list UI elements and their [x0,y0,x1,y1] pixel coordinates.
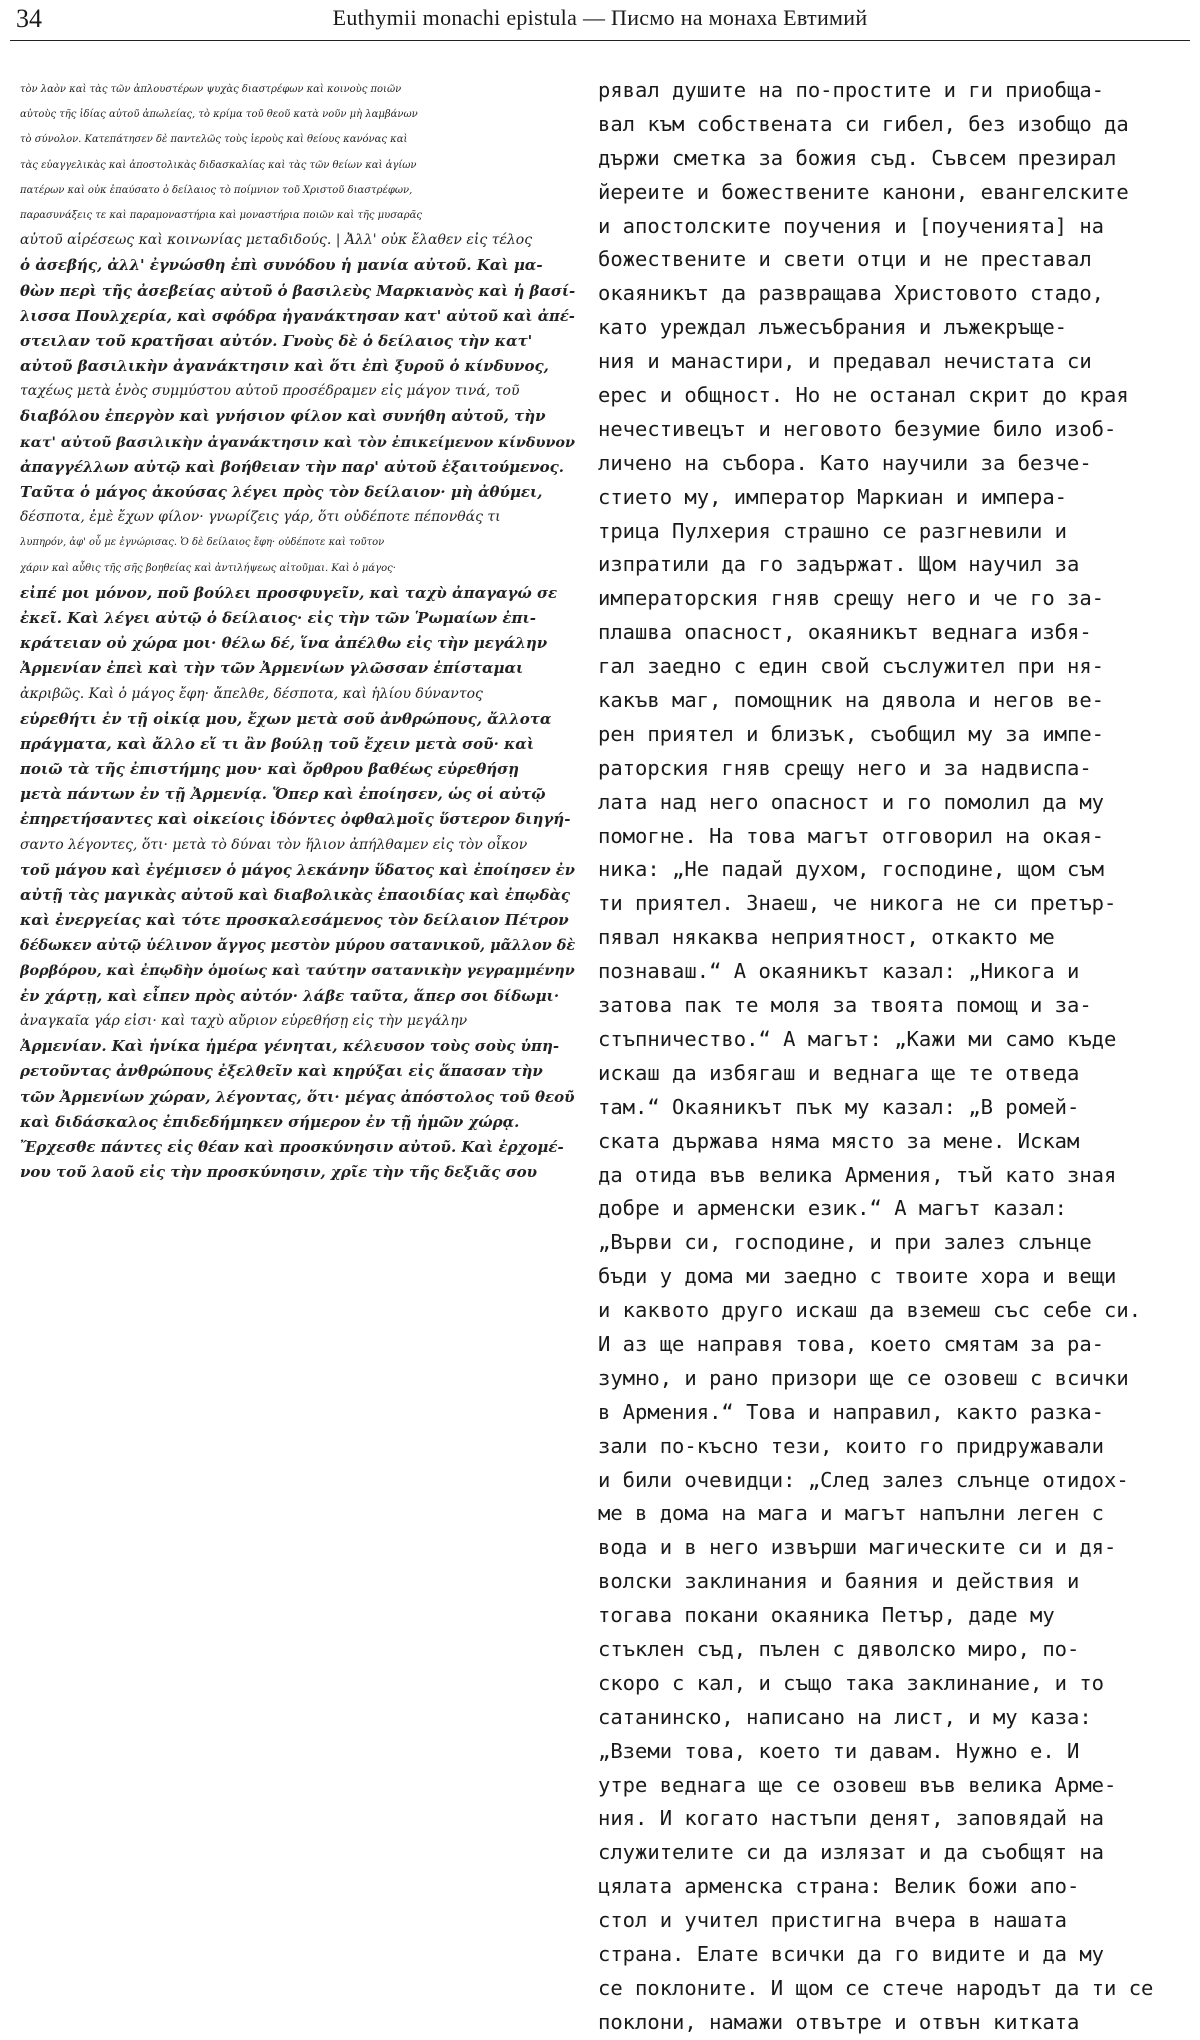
greek-text-line: ἐκεῖ. Καὶ λέγει αὐτῷ ὁ δείλαιος· εἰς τὴν τῶν Ῥωμαίων ἐπι- [20,608,537,627]
bulgarian-text-line: цялата арменска страна: Велик божи апо- [598,1874,1080,1899]
bulgarian-text-line: скоро с кал, и също така заклинание, и то [598,1670,1105,1695]
running-title: Euthymii monachi epistula — Писмо на монаха Евтимий [332,5,868,30]
greek-text-line: καὶ ἐνεργείας καὶ τότε προσκαλεσάμενος τὸν δείλαιον Πέτρον [20,911,569,930]
greek-text-line: πατέρων καὶ οὐκ ἐπαύσατο ὁ δείλαιος τὸ ποίμνιον τοῦ Χριστοῦ διαστρέφων, [20,184,413,196]
greek-text-line: λισσα Πουλχερία, καὶ σφόδρα ἠγανάκτησαν κατ' αὐτοῦ καὶ ἀπέ- [20,307,575,325]
bulgarian-text-line: служителите си да излязат и да съобщят на [598,1840,1105,1865]
greek-text-line: αὐτῇ τὰς μαγικὰς αὐτοῦ καὶ διαβολικὰς ἐπαοιδίας καὶ ἐπῳδὰς [20,886,571,904]
bulgarian-text-line: плашва опасност, окаяникът веднага избя- [598,620,1092,645]
bulgarian-text-line: стието му, император Маркиан и импера- [598,484,1067,509]
greek-text-line: κατ' αὐτοῦ βασιλικὴν ἀγανάκτησιν καὶ τὸν ἐπικείμενον κίνδυνον [20,433,575,451]
bulgarian-text-line: страна. Елате всички да го видите и да му [598,1941,1105,1966]
bulgarian-text-line: ния и манастири, и предавал нечистата си [598,349,1092,374]
bulgarian-text-line: И аз ще направя това, което смятам за ра- [598,1331,1105,1356]
greek-text-line: αὐτοῦ βασιλικὴν ἀγανάκτησιν καὶ ὅτι ἐπὶ ξυροῦ ὁ κίνδυνος, [20,357,549,376]
bulgarian-text-line: вал към собствената си гибел, без изобщо да [598,111,1129,136]
greek-text-line: ἀναγκαῖα γάρ εἰσι· καὶ ταχὺ αὔριον εὑρεθήσῃ εἰς τὴν μεγάλην [20,1012,468,1029]
greek-text-line: κράτειαν οὐ χώρα μοι· θέλω δέ, ἵνα ἀπέλθω εἰς τὴν μεγάλην [20,634,548,653]
bulgarian-text-line: и апостолските поучения и [поученията] на [598,213,1105,238]
greek-text-line: τὸν λαὸν καὶ τὰς τῶν ἀπλουστέρων ψυχὰς διαστρέφων καὶ κοινοὺς ποιῶν [20,84,402,95]
greek-text-line: λυπηρόν, ἀφ' οὗ με ἐγνώρισας. Ὁ δὲ δείλαιος ἔφη· οὐδέποτε καὶ τοῦτον [20,537,385,549]
bulgarian-text-line: ме в дома на мага и магът напълни леген с [598,1501,1105,1526]
bulgarian-text-line: добре и арменски език.“ А магът казал: [598,1196,1067,1221]
bulgarian-text-line: нечестивецът и неговото безумие било изоб- [598,416,1117,441]
bulgarian-text-line: божествените и свети отци и не преставал [598,247,1092,272]
greek-text-line: παρασυνάξεις τε καὶ παραμοναστήρια καὶ μοναστήρια ποιῶν καὶ τῆς μυσαρᾶς [20,209,423,221]
bulgarian-text-line: личено на събора. Като научили за безче- [598,450,1092,475]
bulgarian-text-line: и били очевидци: „След залез слънце отидох- [598,1467,1129,1492]
bulgarian-text-line: и каквото друго искаш да вземеш със себе си. [598,1298,1142,1323]
bulgarian-text-line: рявал душите на по-простите и ги приобща- [598,78,1105,102]
greek-text-line: αὐτοὺς τῆς ἰδίας αὐτοῦ ἀπωλείας, τὸ κρίμα τοῦ θεοῦ κατὰ νοῦν μὴ λαμβάνων [20,109,418,121]
greek-text-line: καὶ διδάσκαλος ἐπιδεδήμηκεν σήμερον ἐν τῇ ἡμῶν χώρᾳ. [20,1112,520,1131]
greek-text-line: σαντο λέγοντες, ὅτι· μετὰ τὸ δύναι τὸν ἥλιον ἀπήλθαμεν εἰς τὸν οἶκον [20,836,528,853]
greek-text-line: δέσποτα, ἐμὲ ἔχων φίλον· γνωρίζεις γάρ, ὅτι οὐδέποτε πέπονθάς τι [20,509,501,526]
greek-text-line: τὰς εὐαγγελικὰς καὶ ἀποστολικὰς διδασκαλίας καὶ τὰς τῶν θείων καὶ ἁγίων [20,159,417,171]
bulgarian-translation-column [598,74,1190,2040]
bulgarian-text-line: утре веднага ще се озовеш във велика Арме- [598,1772,1117,1797]
greek-text-line: τῶν Ἀρμενίων χώραν, λέγοντας, ὅτι· μέγας ἀπόστολος τοῦ θεοῦ [20,1087,575,1106]
bulgarian-text-line: бъди у дома ми заедно с твоите хора и вещи [598,1264,1117,1289]
greek-text-line: πράγματα, καὶ ἄλλο εἴ τι ἂν βούλῃ τοῦ ἔχειν μετὰ σοῦ· καὶ [20,734,535,753]
greek-text-line: αὐτοῦ αἱρέσεως καὶ κοινωνίας μεταδιδούς. | Ἀλλ' οὐκ ἔλαθεν εἰς τέλος [20,232,533,249]
greek-text-line: στειλαν τοῦ κρατῆσαι αὐτόν. Γνοὺς δὲ ὁ δείλαιος τὴν κατ' [20,331,533,350]
greek-text-line: χάριν καὶ αὖθις τῆς σῆς βοηθείας καὶ ἀντιλήψεως αἰτοῦμαι. Καὶ ὁ μάγος· [20,562,396,574]
greek-text-line: Ταῦτα ὁ μάγος ἀκούσας λέγει πρὸς τὸν δείλαιον· μὴ ἀθύμει, [20,483,543,501]
bulgarian-text-line: там.“ Окаяникът пък му казал: „В ромей- [598,1094,1080,1119]
bulgarian-text-line: се поклоните. И щом се стече народът да ти се [598,1975,1154,2000]
bulgarian-text-line: стъпничество.“ А магът: „Кажи ми само къде [598,1026,1117,1051]
greek-text-line: ὁ ἀσεβής, ἀλλ' ἐγνώσθη ἐπὶ συνόδου ἡ μανία αὐτοῦ. Καὶ μα- [20,256,543,275]
bulgarian-text-line: стол и учител пристигна вчера в нашата [598,1908,1067,1933]
greek-text-column [20,77,578,1185]
bulgarian-text-line: пявал някаква неприятност, откакто ме [598,925,1055,950]
bulgarian-text-line: ника: „Не падай духом, господине, щом съм [598,857,1105,882]
bulgarian-text-line: поклони, намажи отвътре и отвън китката [598,2009,1080,2034]
bulgarian-text-line: зали по-късно тези, които го придружавали [598,1433,1105,1458]
bulgarian-text-line: „Върви си, господине, и при залез слънце [598,1230,1092,1255]
bulgarian-text-line: държи сметка за божия съд. Съвсем презирал [598,145,1117,170]
greek-text-line: ἐν χάρτῃ, καὶ εἶπεν πρὸς αὐτόν· λάβε ταῦτα, ἅπερ σοι δίδωμι· [20,986,560,1005]
greek-text-line: τοῦ μάγου καὶ ἐγέμισεν ὁ μάγος λεκάνην ὕδατος καὶ ἐποίησεν ἐν [20,861,575,879]
page-number: 34 [16,4,42,33]
greek-text-line: Ἀρμενίαν ἐπεὶ καὶ τὴν τῶν Ἀρμενίων γλῶσσαν ἐπίσταμαι [20,659,524,678]
bulgarian-text-line: затова пак те моля за твоята помощ и за- [598,993,1092,1018]
bulgarian-text-line: тогава покани окаяника Петър, даде му [598,1603,1055,1628]
bulgarian-text-line: искаш да избягаш и веднага ще те отведа [598,1060,1080,1085]
greek-text-line: εὑρεθήτι ἐν τῇ οἰκίᾳ μου, ἔχων μετὰ σοῦ ἀνθρώπους, ἄλλοτα [20,709,552,728]
bulgarian-text-line: ния. И когато настъпи денят, заповядай на [598,1806,1105,1831]
bulgarian-text-line: помогне. На това магът отговорил на окая- [598,823,1105,848]
greek-text-line: νου τοῦ λαοῦ εἰς τὴν προσκύνησιν, χρῖε τὴν τῆς δεξιᾶς σου [20,1163,538,1182]
bulgarian-text-line: йереите и божествените канони, евангелските [598,179,1129,204]
bulgarian-text-line: лата над него опасност и го помолил да му [598,789,1105,814]
greek-text-line: θὼν περὶ τῆς ἀσεβείας αὐτοῦ ὁ βασιλεὺς Μαρκιανὸς καὶ ἡ βασί- [20,281,576,300]
greek-text-line: βορβόρου, καὶ ἐπῳδὴν ὁμοίως καὶ ταύτην σατανικὴν γεγραμμένην [20,962,575,979]
greek-text-line: μετὰ πάντων ἐν τῇ Ἀρμενίᾳ. Ὅπερ καὶ ἐποίησεν, ὡς οἱ αὐτῷ [20,785,546,804]
page-header [10,0,1190,41]
greek-text-line: εἰπέ μοι μόνον, ποῦ βούλει προσφυγεῖν, καὶ ταχὺ ἀπαγαγώ σε [20,583,558,602]
bulgarian-text-line: какъв маг, помощник на дявола и негов ве- [598,688,1105,713]
bulgarian-text-line: „Вземи това, което ти давам. Нужно е. И [598,1738,1080,1763]
bulgarian-text-line: ерес и общност. Но не останал скрит до края [598,383,1129,408]
bulgarian-text-line: като уреждал лъжесъбрания и лъжекръще- [598,315,1067,340]
bulgarian-text-line: ти приятел. Знаеш, че никога не си претър- [598,891,1117,916]
greek-text-line: ρετοῦντας ἀνθρώπους ἐξελθεῖν καὶ κηρύξαι εἰς ἅπασαν τὴν [20,1062,543,1081]
bulgarian-text-line: гал заедно с един свой съслужител при ня- [598,654,1105,679]
bulgarian-text-line: сатанинско, написано на лист, и му каза: [598,1704,1092,1729]
bulgarian-text-line: вода и в него извърши магическите си и дя- [598,1535,1117,1560]
bulgarian-text-line: познаваш.“ А окаяникът казал: „Никога и [598,959,1080,984]
bulgarian-text-line: изпратили да го задържат. Щом научил за [598,552,1080,577]
bulgarian-text-line: стъклен съд, пълен с дяволско миро, по- [598,1636,1080,1661]
bulgarian-text-line: трица Пулхерия страшно се разгневили и [598,518,1067,543]
bulgarian-text-line: раторския гняв срещу него и за надвиспа- [598,755,1092,780]
greek-text-line: ἀπαγγέλλων αὐτῷ καὶ βοήθειαν τὴν παρ' αὐτοῦ ἐξαιτούμενος. [20,457,564,476]
bulgarian-text-line: зумно, и рано призори ще се озовеш с всички [598,1365,1129,1390]
greek-text-line: ἐπηρετήσαντες καὶ οἰκείοις ἰδόντες ὀφθαλμοῖς ὕστερον διηγή- [20,810,571,829]
greek-text-line: διαβόλου ἐπεργὸν καὶ γνήσιον φίλον καὶ συνήθη αὐτοῦ, τὴν [20,407,546,426]
bulgarian-text-line: да отида във велика Армения, тъй като зная [598,1162,1117,1187]
greek-text-line: ποιῶ τὰ τῆς ἐπιστήμης μου· καὶ ὄρθρου βαθέως εὑρεθήσῃ [20,760,520,779]
greek-text-line: Ἀρμενίαν. Καὶ ἡνίκα ἡμέρα γένηται, κέλευσον τοὺς σοὺς ὑπη- [20,1037,560,1056]
bulgarian-text-line: императорския гняв срещу него и че го за- [598,586,1105,611]
greek-text-line: Ἔρχεσθε πάντες εἰς θέαν καὶ προσκύνησιν αὐτοῦ. Καὶ ἐρχομέ- [20,1137,564,1156]
greek-text-line: τὸ σύνολον. Κατεπάτησεν δὲ παντελῶς τοὺς ἱεροὺς καὶ θείους κανόνας καὶ [20,134,408,146]
greek-text-line: ἀκριβῶς. Καὶ ὁ μάγος ἔφη· ἄπελθε, δέσποτα, καὶ ἡλίου δύναντος [20,685,483,702]
bulgarian-text-line: волски заклинания и баяния и действия и [598,1569,1080,1594]
greek-text-line: δέδωκεν αὐτῷ ὑέλινον ἄγγος μεστὸν μύρου σατανικοῦ, μᾶλλον δὲ [20,937,576,955]
bulgarian-text-line: ската държава няма място за мене. Искам [598,1128,1080,1153]
bulgarian-text-line: в Армения.“ Това и направил, както разка- [598,1399,1105,1424]
bulgarian-text-line: рен приятел и близък, съобщил му за импе- [598,721,1105,746]
greek-text-line: ταχέως μετὰ ἑνὸς συμμύστου αὐτοῦ προσέδραμεν εἰς μάγον τινά, τοῦ [20,383,520,400]
bulgarian-text-line: окаяникът да развращава Христовото стадо, [598,281,1105,306]
